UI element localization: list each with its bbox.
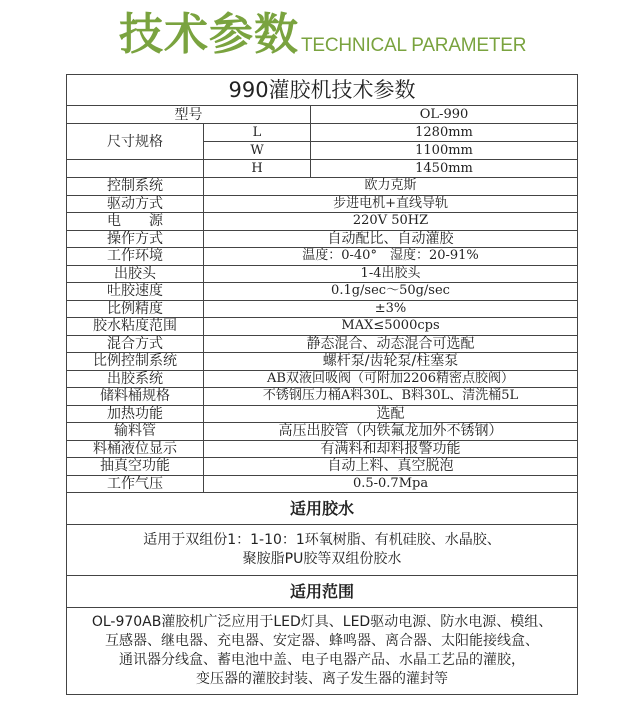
row-value: 0.1g/sec～50g/sec [204, 283, 578, 301]
spec-table [66, 74, 578, 695]
row-label: 电 源 [67, 213, 204, 231]
row-value: 温度：0-40° 湿度：20-91% [204, 248, 578, 266]
row-label: 工作气压 [67, 475, 204, 493]
scope-description [67, 608, 578, 695]
row-value: 步进电机+直线导轨 [204, 195, 578, 213]
row-label: 加热功能 [67, 405, 204, 423]
row-label: 操作方式 [67, 230, 204, 248]
table-row [67, 353, 578, 371]
table-row [67, 370, 578, 388]
table-row [67, 458, 578, 476]
table-row-dim-h [67, 160, 578, 178]
table-row [67, 440, 578, 458]
dim-axis: H [204, 160, 311, 178]
row-value: 静态混合、动态混合可选配 [204, 335, 578, 353]
glue-line: 适用于双组份1：1-10：1环氧树脂、有机硅胶、水晶胶、 [143, 532, 501, 548]
table-row [67, 335, 578, 353]
table-row [67, 265, 578, 283]
row-label: 混合方式 [67, 335, 204, 353]
row-value: 有满料和却料报警功能 [204, 440, 578, 458]
row-value: 欧力克斯 [204, 178, 578, 196]
table-title: 990灌胶机技术参数 [67, 75, 578, 106]
row-value: 自动上料、真空脱泡 [204, 458, 578, 476]
table-row [67, 475, 578, 493]
table-row [67, 300, 578, 318]
row-value: MAX≤5000cps [204, 318, 578, 336]
row-label: 输料管 [67, 423, 204, 441]
table-row-model [67, 106, 578, 124]
scope-line: OL-970AB灌胶机广泛应用于LED灯具、LED驱动电源、防水电源、模组、 [91, 614, 553, 630]
table-row [67, 248, 578, 266]
row-label: 驱动方式 [67, 195, 204, 213]
row-label: 比例控制系统 [67, 353, 204, 371]
row-label: 胶水粘度范围 [67, 318, 204, 336]
dim-axis: W [204, 142, 311, 160]
empty-label-cell [67, 160, 204, 178]
row-value: 不锈钢压力桶A料30L、B料30L、清洗桶5L [204, 388, 578, 406]
row-label: 吐胶速度 [67, 283, 204, 301]
table-row [67, 213, 578, 231]
row-value: 螺杆泵/齿轮泵/柱塞泵 [204, 353, 578, 371]
dim-value: 1280mm [311, 124, 578, 142]
model-label: 型号 [67, 106, 311, 124]
scope-line: 通讯器分线盒、蓄电池中盖、电子电器产品、水晶工艺品的灌胶， [119, 652, 526, 668]
table-row [67, 405, 578, 423]
table-row [67, 195, 578, 213]
table-row [67, 230, 578, 248]
row-label: 储料桶规格 [67, 388, 204, 406]
table-row [67, 283, 578, 301]
model-value: OL-990 [311, 106, 578, 124]
row-label: 工作环境 [67, 248, 204, 266]
table-row [67, 178, 578, 196]
table-row [67, 388, 578, 406]
row-label: 出胶头 [67, 265, 204, 283]
scope-section-heading: 适用范围 [67, 576, 578, 608]
dimensions-label: 尺寸规格 [67, 124, 204, 160]
dim-value: 1100mm [311, 142, 578, 160]
glue-section-heading: 适用胶水 [67, 493, 578, 525]
glue-line: 聚胺脂PU胶等双组份胶水 [242, 551, 402, 567]
row-label: 比例精度 [67, 300, 204, 318]
table-row-dim-l [67, 124, 578, 142]
row-value: 高压出胶管（内铁氟龙加外不锈钢） [204, 423, 578, 441]
row-value: 220V 50HZ [204, 213, 578, 231]
row-value: 1-4出胶头 [204, 265, 578, 283]
row-value: AB双液回吸阀（可附加2206精密点胶阀） [204, 370, 578, 388]
row-label: 抽真空功能 [67, 458, 204, 476]
scope-line: 互感器、继电器、充电器、安定器、蜂鸣器、离合器、太阳能接线盒、 [105, 633, 540, 649]
scope-line: 变压器的灌胶封装、离子发生器的灌封等 [196, 671, 449, 687]
table-row [67, 423, 578, 441]
dim-value: 1450mm [311, 160, 578, 178]
header-title-en: TECHNICAL PARAMETER [301, 35, 527, 56]
row-label: 控制系统 [67, 178, 204, 196]
dim-axis: L [204, 124, 311, 142]
page-header [119, 8, 526, 60]
row-value: 自动配比、自动灌胶 [204, 230, 578, 248]
table-row [67, 318, 578, 336]
row-label: 料桶液位显示 [67, 440, 204, 458]
row-value: 0.5-0.7Mpa [204, 475, 578, 493]
glue-description [67, 525, 578, 576]
header-title-cn: 技术参数 [119, 9, 299, 60]
row-value: ±3% [204, 300, 578, 318]
row-label: 出胶系统 [67, 370, 204, 388]
row-value: 选配 [204, 405, 578, 423]
